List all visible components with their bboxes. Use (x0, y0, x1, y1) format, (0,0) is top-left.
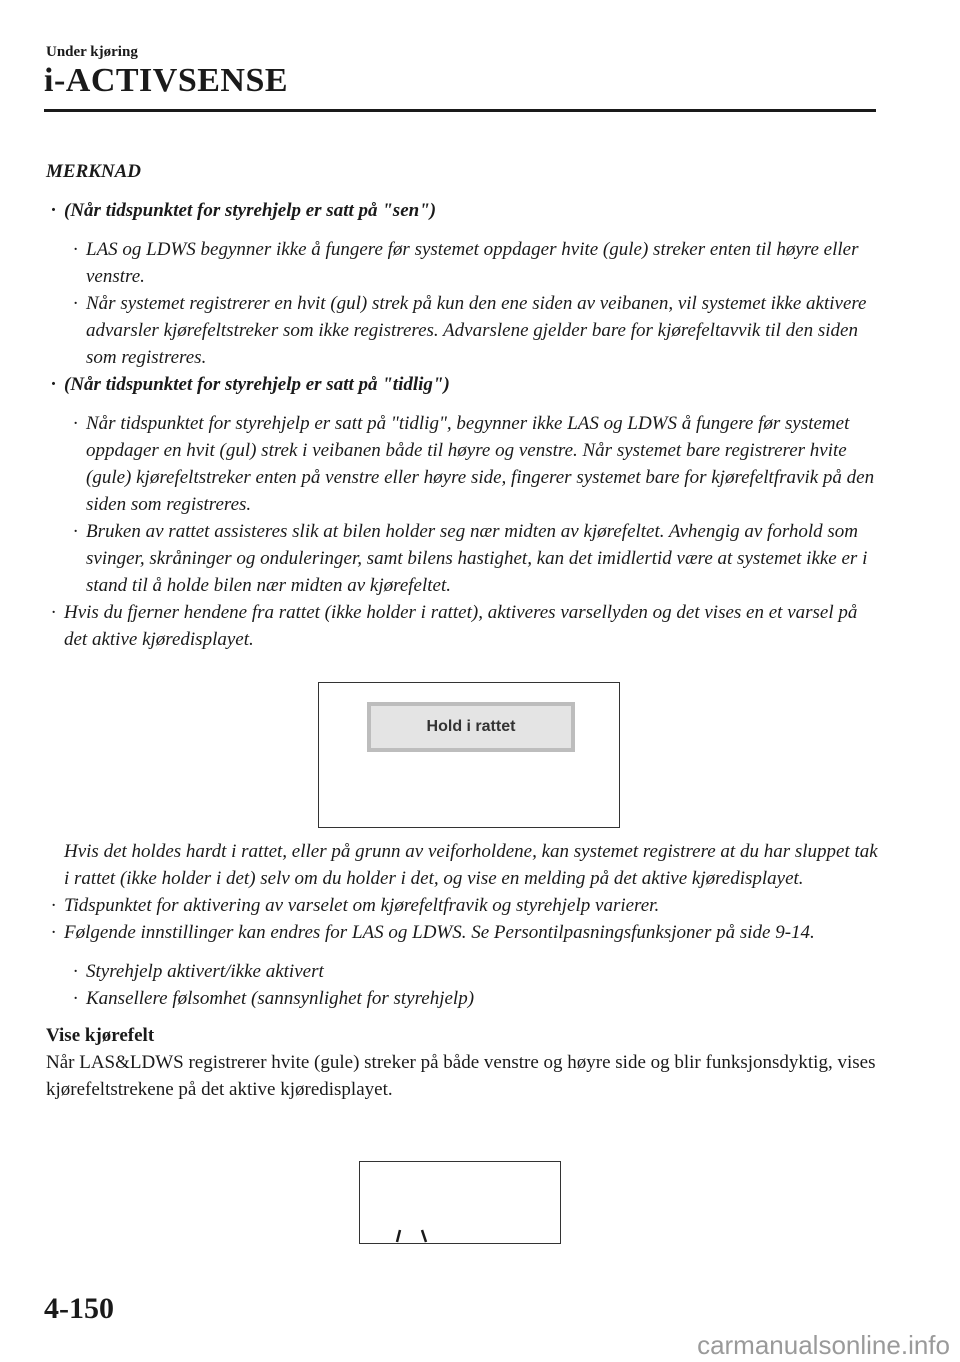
list-item: · Når tidspunktet for styrehjelp er satt på "tidlig", begynner ikke LAS og LDWS å fungere før systemet oppdager en hvit (gul) strek i veibanen både til høyre og venstre. Når systemet bare registrerer hvite (gule) kjørefeltstreker enten på venstre eller høyre side, fingerer systemet bare for kjørefeltfravik på den siden som registreres. (73, 413, 875, 515)
lane-display-illustration (359, 1161, 561, 1244)
section-label: Under kjøring (46, 44, 138, 60)
tidlig-heading: · (Når tidspunktet for styrehjelp er satt på "tidlig") (51, 374, 450, 395)
list-item: · Bruken av rattet assisteres slik at bilen holder seg nær midten av kjørefeltet. Avhengig av forhold som svinger, skråninger og onduleringer, samt bilens hastighet, kan det imidlertid være at systemet ikke er i stand til å holde bilen nær midten av kjørefeltet. (73, 521, 868, 596)
display-message: Hold i rattet (367, 702, 575, 752)
followup-text: Hvis det holdes hardt i rattet, eller på grunn av veiforholdene, kan systemet registrere at du har sluppet tak i rattet (ikke holder i det) selv om du holder i det, og vise en melding på det aktive kjøredisplayet. (64, 841, 878, 889)
page-number: 4-150 (44, 1292, 114, 1325)
list-item: · Når systemet registrerer en hvit (gul) strek på kun den ene siden av veibanen, vil systemet ikke aktivere advarsler kjørefeltstreker som ikke registreres. Advarslene gjelder bare for kjørefeltavvik til den siden som registreres. (73, 293, 867, 368)
sen-heading: · (Når tidspunktet for styrehjelp er satt på "sen") (51, 200, 437, 221)
list-item: · LAS og LDWS begynner ikke å fungere før systemet oppdager hvite (gule) streker enten til høyre eller venstre. (73, 239, 859, 287)
display-illustration (318, 682, 620, 828)
list-item: · Tidspunktet for aktivering av varselet om kjørefeltfravik og styrehjelp varierer. (51, 895, 660, 916)
list-item: · Styrehjelp aktivert/ikke aktivert (73, 961, 324, 982)
lane-lines-icon (360, 1162, 560, 1243)
watermark: carmanualsonline.info (697, 1330, 950, 1360)
list-item: · Hvis du fjerner hendene fra rattet (ikke holder i rattet), aktiveres varsellyden og det vises en et varsel på det aktive kjøredisplayet. (51, 602, 858, 650)
note-block (46, 158, 882, 653)
page-title: i-ACTIVSENSE (44, 62, 289, 99)
body-text: Når LAS&LDWS registrerer hvite (gule) streker på både venstre og høyre side og blir funksjonsdyktig, vises kjørefeltstrekene på det aktive kjøredisplayet. (46, 1052, 876, 1100)
header-divider (44, 109, 876, 112)
note-title: MERKNAD (46, 161, 142, 182)
section-heading: Vise kjørefelt (46, 1025, 155, 1046)
note-block-continued (46, 838, 882, 1103)
list-item: · Kansellere følsomhet (sannsynlighet for styrehjelp) (73, 988, 475, 1009)
list-item: · Følgende innstillinger kan endres for LAS og LDWS. Se Persontilpasningsfunksjoner på side 9-14. (51, 922, 815, 943)
